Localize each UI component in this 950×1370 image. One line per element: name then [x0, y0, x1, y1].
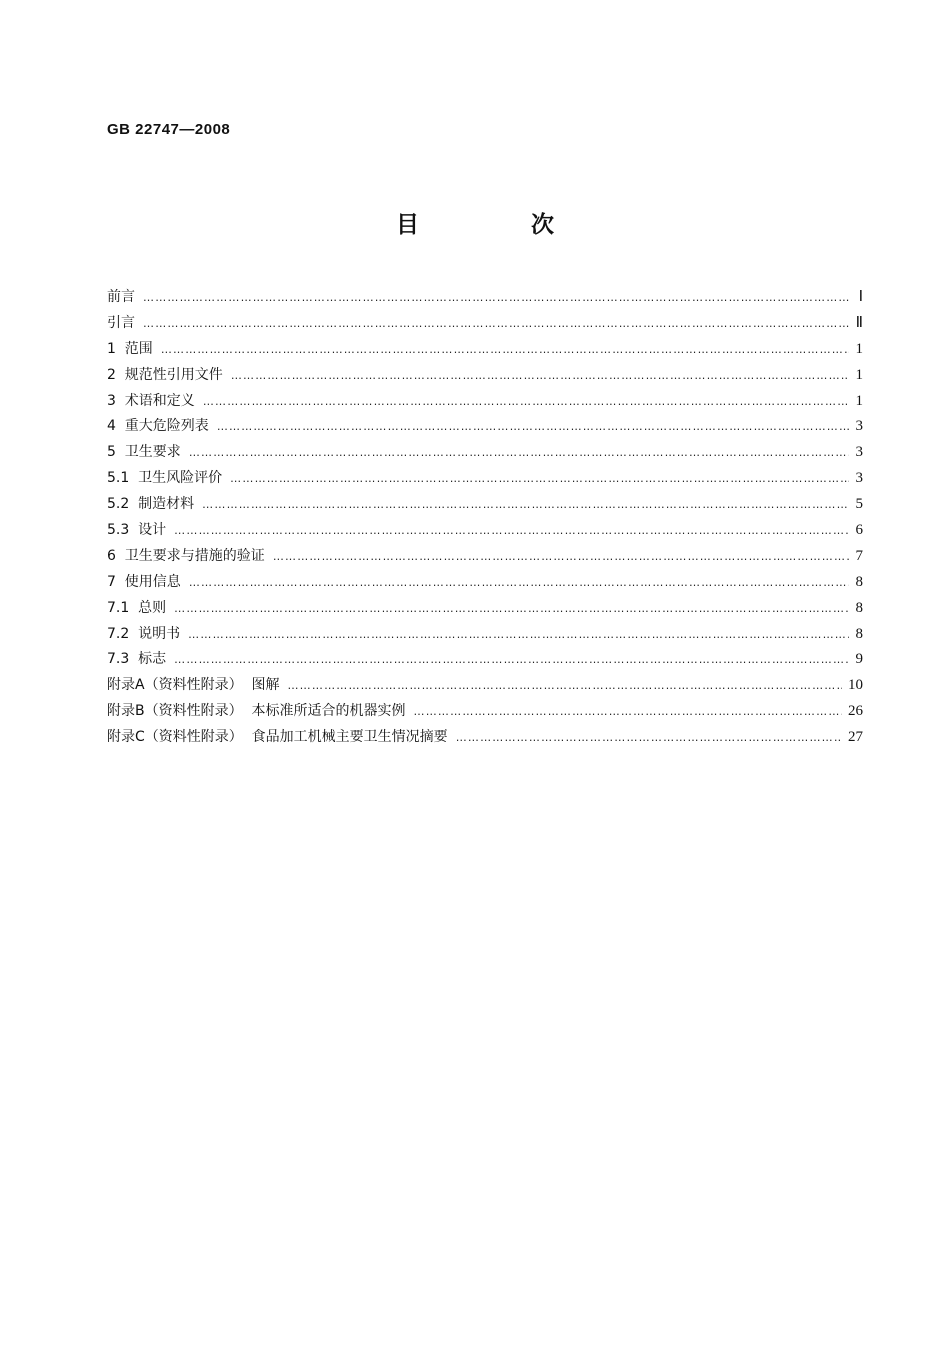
dot-leader: [174, 653, 849, 666]
toc-entry-label: 附录C（资料性附录） 食品加工机械主要卫生情况摘要: [107, 729, 448, 746]
dot-leader: [456, 731, 842, 744]
standard-code: GB 22747—2008: [107, 121, 231, 138]
dot-leader: [174, 524, 849, 537]
toc-entry-page: 27: [848, 729, 863, 746]
toc-entry: [107, 674, 863, 700]
toc-entry-page: Ⅰ: [858, 289, 863, 305]
toc-entry-page: 8: [855, 599, 863, 616]
dot-leader: [189, 446, 849, 459]
dot-leader: [143, 291, 849, 304]
toc-entry: [107, 415, 863, 441]
toc-entry-page: 3: [855, 418, 863, 435]
dot-leader: [143, 317, 849, 330]
page-title: 目 次: [395, 212, 606, 238]
toc-entry-label: 5 卫生要求: [107, 444, 181, 461]
toc-entry-label: 7 使用信息: [107, 573, 181, 590]
toc-entry-page: 5: [855, 496, 863, 513]
toc-entry-label: 引言: [107, 314, 135, 331]
toc-entry: [107, 364, 863, 390]
toc-entry: [107, 390, 863, 416]
toc-entry-label: 6 卫生要求与措施的验证: [107, 547, 265, 564]
toc-entry: [107, 597, 863, 623]
dot-leader: [161, 343, 849, 356]
toc-entry: [107, 519, 863, 545]
toc-entry-page: 7: [855, 547, 863, 564]
toc-entry-label: 7.3 标志: [107, 651, 167, 668]
toc-entry: [107, 441, 863, 467]
dot-leader: [203, 395, 849, 408]
toc-entry-page: 6: [855, 522, 863, 539]
toc-entry-label: 5.3 设计: [107, 522, 167, 539]
toc-entry-label: 2 规范性引用文件: [107, 366, 223, 383]
toc-entry-page: 9: [855, 651, 863, 668]
dot-leader: [273, 550, 849, 563]
toc-entry: [107, 571, 863, 597]
toc-entry-label: 7.1 总则: [107, 599, 167, 616]
toc-entry-page: 8: [855, 573, 863, 590]
toc-entry: [107, 726, 863, 752]
toc-entry: [107, 286, 863, 312]
toc-entry-label: 附录B（资料性附录） 本标准所适合的机器实例: [107, 703, 406, 720]
toc-entry-label: 4 重大危险列表: [107, 418, 209, 435]
toc-entry-page: 3: [855, 470, 863, 487]
dot-leader: [414, 705, 842, 718]
dot-leader: [230, 472, 849, 485]
toc-entry-label: 附录A（资料性附录） 图解: [107, 677, 280, 694]
toc-entry-page: 1: [855, 392, 863, 409]
toc-entry: [107, 545, 863, 571]
toc-entry-page: Ⅱ: [855, 314, 863, 331]
dot-leader: [188, 628, 849, 641]
toc-entry-page: 26: [848, 703, 863, 720]
dot-leader: [202, 498, 849, 511]
toc-entry-label: 前言: [107, 289, 135, 305]
table-of-contents: [107, 286, 863, 752]
dot-leader: [174, 602, 849, 615]
toc-entry-page: 1: [855, 366, 863, 383]
toc-entry-page: 3: [855, 444, 863, 461]
toc-entry: [107, 338, 863, 364]
toc-entry-page: 1: [855, 340, 863, 357]
toc-entry-label: 5.2 制造材料: [107, 496, 195, 513]
toc-entry: [107, 623, 863, 649]
toc-entry: [107, 648, 863, 674]
toc-entry-label: 1 范围: [107, 340, 153, 357]
dot-leader: [217, 420, 849, 433]
toc-entry-label: 7.2 说明书: [107, 625, 181, 642]
dot-leader: [231, 369, 849, 382]
toc-entry: [107, 312, 863, 338]
dot-leader: [189, 576, 849, 589]
toc-entry: [107, 467, 863, 493]
toc-entry: [107, 700, 863, 726]
dot-leader: [287, 679, 842, 692]
toc-entry-page: 8: [855, 625, 863, 642]
toc-entry-page: 10: [848, 677, 863, 694]
toc-entry: [107, 493, 863, 519]
toc-entry-label: 5.1 卫生风险评价: [107, 470, 223, 487]
toc-entry-label: 3 术语和定义: [107, 392, 195, 409]
